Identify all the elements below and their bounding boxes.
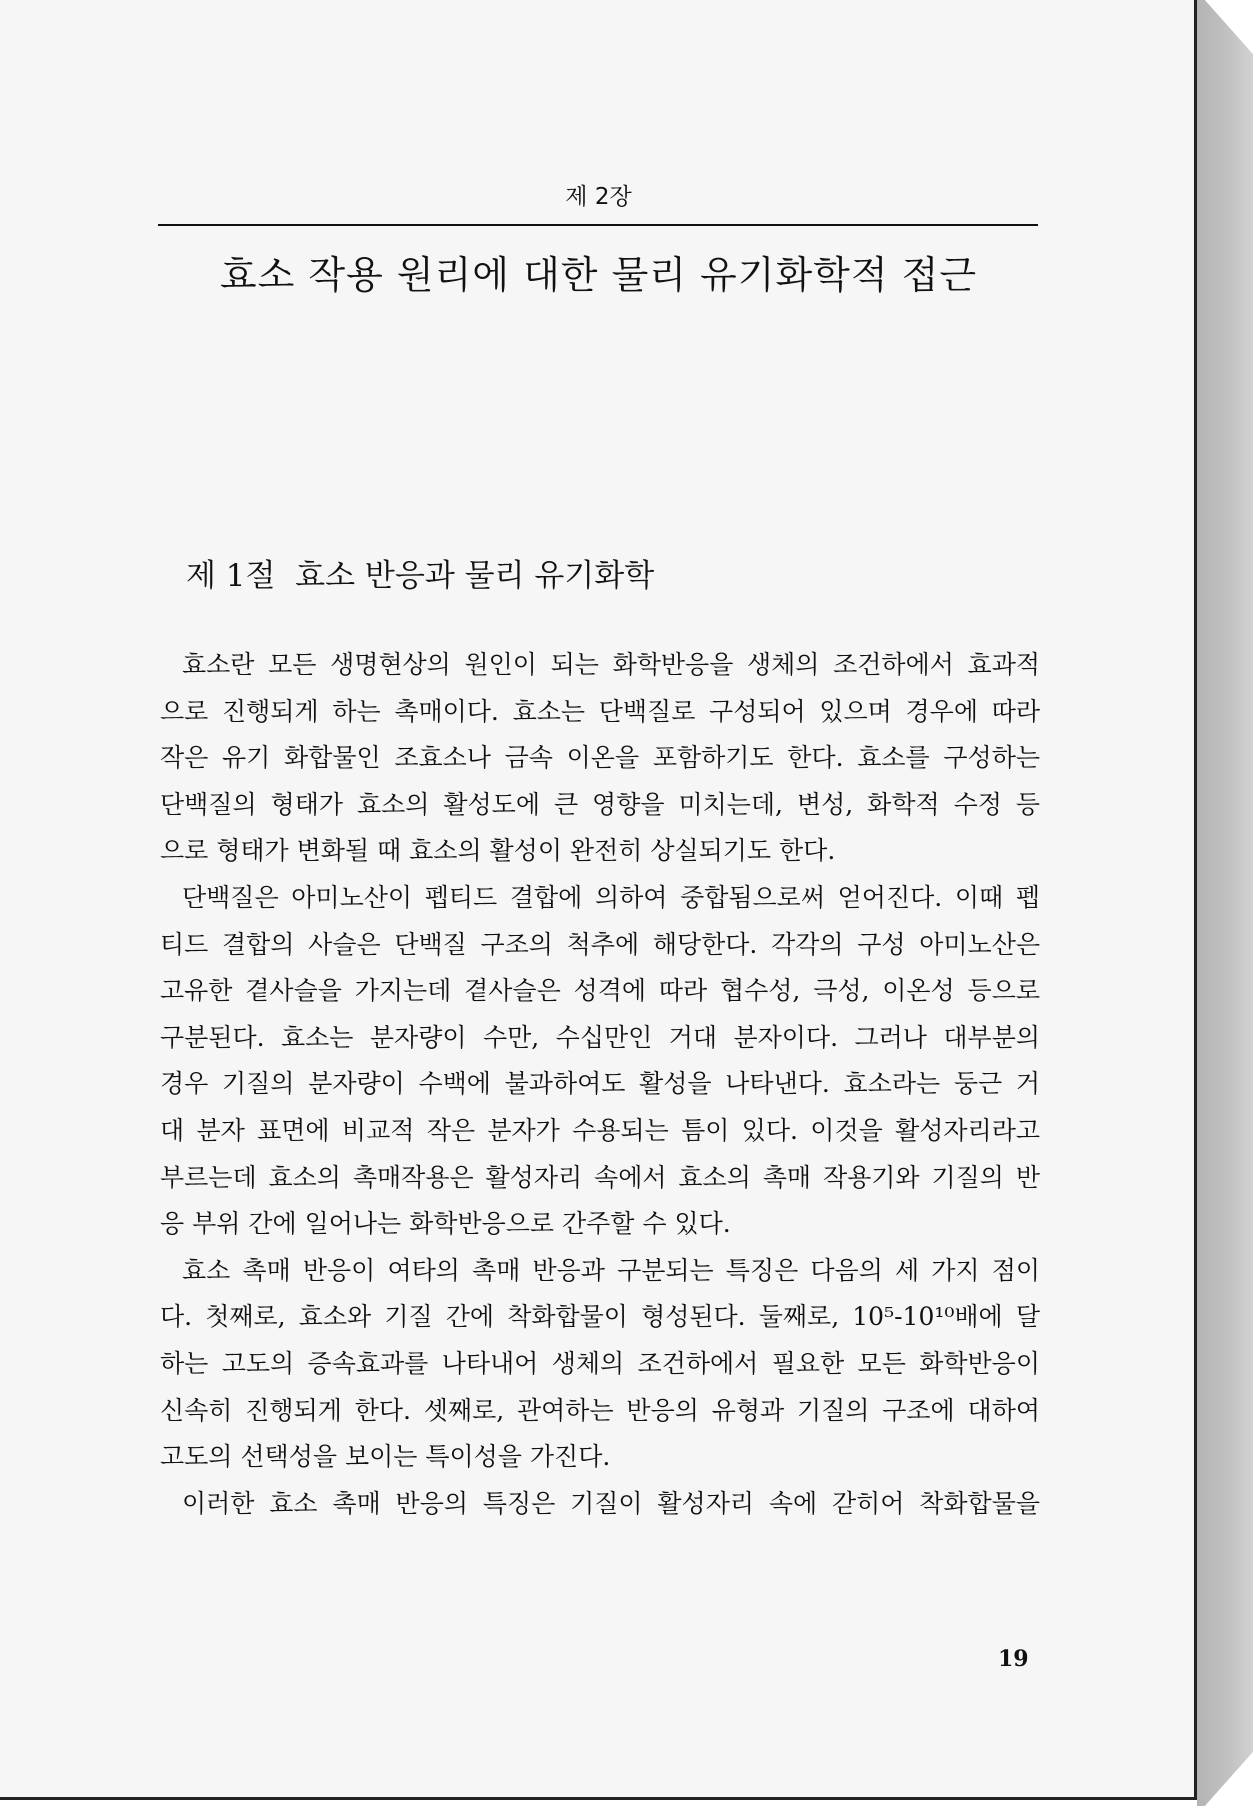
text-line: 효소 촉매 반응이 여타의 촉매 반응과 구분되는 특징은 다음의 세 가지 점이 (182, 1255, 1040, 1285)
page-number: 19 (998, 1646, 1029, 1672)
text-line: 고유한 곁사슬을 가지는데 곁사슬은 성격에 따라 협수성, 극성, 이온성 등으로 (160, 976, 1040, 1006)
text-line: 구분된다. 효소는 분자량이 수만, 수십만인 거대 분자이다. 그러나 대부분의 (160, 1022, 1040, 1052)
section-title: 제 1절 효소 반응과 물리 유기화학 (186, 558, 655, 594)
body-text (160, 642, 1040, 1527)
paragraph-2 (160, 875, 1040, 1248)
text-line: 단백질의 형태가 효소의 활성도에 큰 영향을 미치는데, 변성, 화학적 수정 등 (160, 789, 1040, 819)
running-head: 제 2장 (565, 184, 632, 210)
text-line: 경우 기질의 분자량이 수백에 불과하여도 활성을 나타낸다. 효소라는 둥근 거 (160, 1069, 1040, 1099)
text-line: 으로 형태가 변화될 때 효소의 활성이 완전히 상실되기도 한다. (160, 836, 836, 866)
text-line: 대 분자 표면에 비교적 작은 분자가 수용되는 틈이 있다. 이것을 활성자리라고 (160, 1115, 1040, 1145)
text-line: 작은 유기 화합물인 조효소나 금속 이온을 포함하기도 한다. 효소를 구성하는 (160, 743, 1040, 773)
text-line: 하는 고도의 증속효과를 나타내어 생체의 조건하에서 필요한 모든 화학반응이 (160, 1348, 1040, 1378)
page-edge-shadow (1197, 0, 1253, 1806)
text-line: 부르는데 효소의 촉매작용은 활성자리 속에서 효소의 촉매 작용기와 기질의 반 (160, 1162, 1040, 1192)
paragraph-3 (160, 1248, 1040, 1481)
text-line: 고도의 선택성을 보이는 특이성을 가진다. (160, 1442, 611, 1472)
text-line: 이러한 효소 촉매 반응의 특징은 기질이 활성자리 속에 갇히어 착화합물을 (182, 1488, 1040, 1518)
paragraph-4 (160, 1481, 1040, 1528)
paragraph-1 (160, 642, 1040, 875)
text-line: 효소란 모든 생명현상의 원인이 되는 화학반응을 생체의 조건하에서 효과적 (182, 650, 1040, 679)
text-line: 응 부위 간에 일어나는 화학반응으로 간주할 수 있다. (160, 1209, 731, 1239)
text-line: 단백질은 아미노산이 펩티드 결합에 의하여 중합됨으로써 얻어진다. 이때 펩 (182, 882, 1040, 912)
text-line: 신속히 진행되게 한다. 셋째로, 관여하는 반응의 유형과 기질의 구조에 대하여 (160, 1395, 1040, 1425)
header-rule (158, 224, 1038, 226)
text-line: 으로 진행되게 하는 촉매이다. 효소는 단백질로 구성되어 있으며 경우에 따라 (160, 696, 1040, 726)
text-line: 다. 첫째로, 효소와 기질 간에 착화합물이 형성된다. 둘째로, 10⁵-10¹⁰배에 달 (160, 1302, 1040, 1332)
text-line: 티드 결합의 사슬은 단백질 구조의 척추에 해당한다. 각각의 구성 아미노산은 (160, 929, 1040, 959)
chapter-title: 효소 작용 원리에 대한 물리 유기화학적 접근 (219, 253, 978, 297)
